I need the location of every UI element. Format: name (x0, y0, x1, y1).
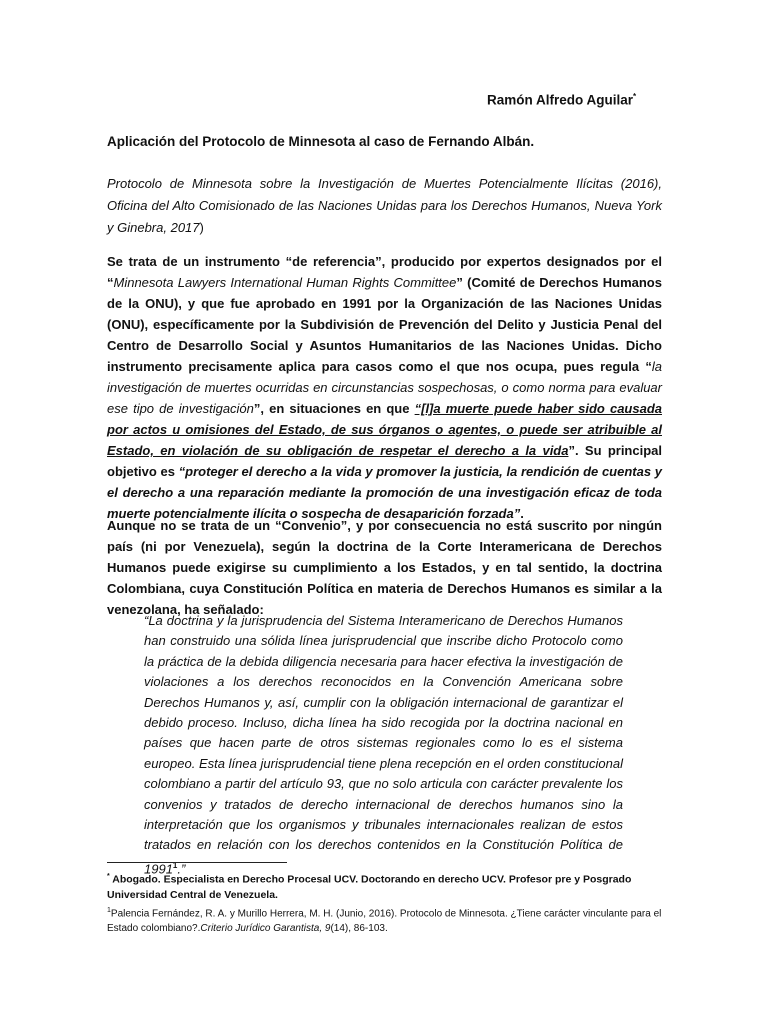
footnote-citation-pages: (14), 86-103. (330, 923, 388, 935)
author-name: Ramón Alfredo Aguilar (487, 92, 634, 108)
quote-footnote-mark[interactable]: 1 (172, 860, 178, 870)
p1-quote-objective: “proteger el derecho a la vida y promover la justicia, la rendición de cuentas y el derecho a una reparación mediante la promoción de una investigación eficaz de toda muerte potencialmente ilícita o sospecha de desaparición forzada” (107, 464, 662, 521)
footnote-citation (107, 903, 662, 936)
footnote-author (107, 869, 662, 903)
paragraph-1 (107, 251, 662, 524)
p1-text-7: ”. Su principal objetivo es (107, 443, 662, 479)
reference-text: Protocolo de Minnesota sobre la Investigación de Muertes Potencialmente Ilícitas (2016), Oficina del Alto Comisionado de las Naciones Unidas para los Derechos Humanos, Nueva York y Ginebra, 2017 (107, 176, 662, 235)
reference-citation (107, 173, 662, 239)
footnote-journal: Criterio Jurídico Garantista, 9 (200, 923, 331, 935)
document-title: Aplicación del Protocolo de Minnesota al caso de Fernando Albán. (107, 134, 535, 149)
quote-text: “La doctrina y la jurisprudencia del Sistema Interamericano de Derechos Humanos han construido una sólida línea jurisprudencial que inscribe dicho Protocolo como la práctica de la debida diligencia necesaria para hacer efectiva la investigación de violaciones a los derechos reconocidos en la Convención Americana sobre Derechos Humanos y, así, cumplir con la obligación internacional de garantizar el debido proceso. Incluso, dicha línea ha sido recogida por la doctrina nacional en países que hacen parte de otros sistemas regionales como lo es el sistema europeo. Esta línea jurisprudencial tiene plena recepción en el orden constitucional colombiano a partir del artículo 93, que no solo articula con carácter prevalente los convenios y tratados de derecho internacional de derechos humanos sino la interpretación que los organismos y tribunales internacionales realizan de estos tratados en relación con los derechos contenidos en la Constitución Política de 1991 (144, 613, 623, 877)
p1-committee-name: Minnesota Lawyers International Human Rights Committee (113, 275, 457, 290)
p1-quote-regulation: la investigación de muertes ocurridas en circunstancias sospechosas, o como norma para evaluar ese tipo de investigación (107, 359, 662, 416)
footnote-author-text: Abogado. Especialista en Derecho Procesal UCV. Doctorando en derecho UCV. Profesor pre y Posgrado Universidad Central de Venezuela. (107, 873, 632, 901)
footnote-citation-mark: 1 (107, 907, 111, 914)
quote-close: .” (177, 861, 186, 877)
p1-text-1: Se trata de un instrumento “de referencia”, producido por expertos designados por el “ (107, 254, 662, 290)
author-footnote-mark[interactable]: * (633, 92, 637, 101)
p1-text-5: ”, en situaciones en que (253, 401, 415, 416)
block-quote (144, 611, 623, 880)
author-line (487, 92, 636, 108)
paragraph-2: Aunque no se trata de un “Convenio”, y por consecuencia no está suscrito por ningún país (ni por Venezuela), según la doctrina de la Corte Interamericana de Derechos Humanos puede exigirse su cumplimiento a los Estados, y en tal sentido, la doctrina Colombiana, cuya Constitución Política en materia de Derechos Humanos es similar a la venezolana, ha señalado: (107, 518, 662, 617)
p1-quote-state-responsibility: “[l]a muerte puede haber sido causada por actos u omisiones del Estado, de sus órganos o agentes, o puede ser atribuible al Estado, en violación de su obligación de respetar el derecho a la vida (107, 401, 662, 458)
reference-close: ) (199, 220, 204, 235)
p1-text-3: ” (Comité de Derechos Humanos de la ONU), y que fue aprobado en 1991 por la Organización de las Naciones Unidas (ONU), específicamente por la Subdivisión de Prevención del Delito y Justicia Penal del Centro de Desarrollo Social y Asuntos Humanitarios de las Naciones Unidas. Dicho instrumento precisamente aplica para casos como el que nos ocupa, pues regula “ (107, 275, 662, 374)
footnote-divider (107, 862, 287, 863)
p1-text-9: . (520, 506, 524, 521)
footnote-author-mark: * (107, 873, 110, 880)
footnote-citation-text: Palencia Fernández, R. A. y Murillo Herrera, M. H. (Junio, 2016). Protocolo de Minnesota. ¿Tiene carácter vinculante para el Estado colombiano?. (107, 908, 662, 935)
